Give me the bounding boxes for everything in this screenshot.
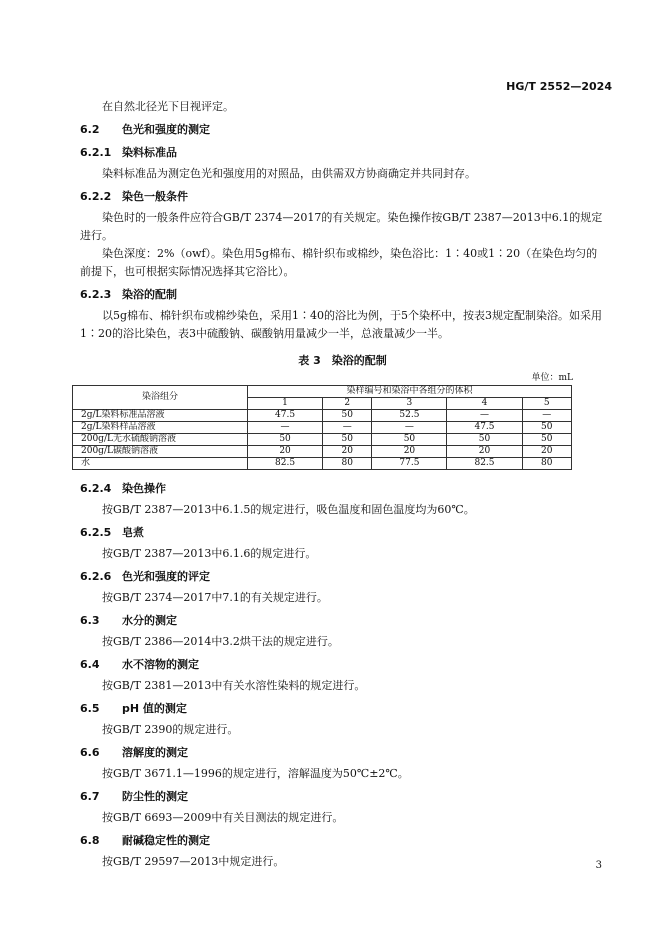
table-cell: — [447, 410, 522, 422]
heading-6-3 [80, 611, 605, 631]
table-cell: 82.5 [248, 458, 323, 470]
table-header-cell: 2 [323, 398, 372, 410]
heading-number: 6.8 [80, 834, 100, 847]
table-row [73, 422, 572, 434]
heading-number: 6.2.1 [80, 146, 112, 159]
heading-number: 6.2.6 [80, 570, 112, 583]
table-cell: — [323, 422, 372, 434]
table-row-label: 200g/L碳酸钠溶液 [73, 446, 248, 458]
table-title: 表 3 染浴的配制 [298, 354, 387, 367]
heading-6-2-4 [80, 479, 605, 499]
standard-code: HG/T 2552—2024 [506, 80, 612, 93]
heading-title: 水不溶物的测定 [122, 658, 199, 671]
table-cell: 52.5 [372, 410, 447, 422]
paragraph: 按GB/T 2381—2013中有关水溶性染料的规定进行。 [102, 679, 366, 692]
table-row-label: 2g/L染料标准品溶液 [73, 410, 248, 422]
table-cell: 82.5 [447, 458, 522, 470]
table-row [73, 446, 572, 458]
table-cell: 20 [323, 446, 372, 458]
heading-6-2-5 [80, 523, 605, 543]
table-unit: 单位：mL [531, 373, 573, 383]
heading-number: 6.2.4 [80, 482, 112, 495]
heading-title: 色光和强度的测定 [122, 123, 210, 136]
table-cell: — [248, 422, 323, 434]
document-body [80, 98, 605, 875]
heading-6-6 [80, 743, 605, 763]
heading-number: 6.4 [80, 658, 100, 671]
heading-6-2-3 [80, 285, 605, 305]
table-header-cell: 5 [522, 398, 571, 410]
paragraph: 按GB/T 3671.1—1996的规定进行，溶解温度为50℃±2℃。 [102, 767, 409, 780]
table-cell: 20 [447, 446, 522, 458]
paragraph: 按GB/T 6693—2009中有关目测法的规定进行。 [102, 811, 344, 824]
table-header-cell: 染样编号和染浴中各组分的体积 [248, 386, 572, 398]
table-cell: 20 [248, 446, 323, 458]
heading-6-2-2 [80, 187, 605, 207]
heading-6-4 [80, 655, 605, 675]
heading-number: 6.3 [80, 614, 100, 627]
table-header-cell: 1 [248, 398, 323, 410]
table-header-cell: 4 [447, 398, 522, 410]
table-row [73, 434, 572, 446]
heading-6-2-1 [80, 143, 605, 163]
table-row [73, 410, 572, 422]
heading-6-7 [80, 787, 605, 807]
heading-title: 染料标准品 [122, 146, 177, 159]
table-cell: 50 [522, 422, 571, 434]
table-row-label: 200g/L无水硫酸钠溶液 [73, 434, 248, 446]
table-cell: 47.5 [447, 422, 522, 434]
paragraph: 按GB/T 2390的规定进行。 [102, 723, 239, 736]
heading-title: 染色操作 [122, 482, 166, 495]
table-cell: 47.5 [248, 410, 323, 422]
table-row-label: 2g/L染料样品溶液 [73, 422, 248, 434]
table-cell: 80 [323, 458, 372, 470]
heading-title: 溶解度的测定 [122, 746, 188, 759]
table-cell: 80 [522, 458, 571, 470]
heading-number: 6.2 [80, 123, 100, 136]
paragraph: 按GB/T 2387—2013中6.1.6的规定进行。 [102, 547, 317, 560]
heading-title: 染浴的配制 [122, 288, 177, 301]
intro-line: 在自然北径光下目视评定。 [102, 100, 234, 113]
paragraph: 按GB/T 2386—2014中3.2烘干法的规定进行。 [102, 635, 339, 648]
bath-preparation-table [72, 385, 572, 470]
table-cell: — [372, 422, 447, 434]
paragraph: 按GB/T 2374—2017中7.1的有关规定进行。 [102, 591, 328, 604]
heading-title: 色光和强度的评定 [122, 570, 210, 583]
page-number: 3 [595, 860, 602, 871]
heading-6-2 [80, 120, 605, 140]
heading-6-8 [80, 831, 605, 851]
heading-title: 防尘性的测定 [122, 790, 188, 803]
table-header-cell: 3 [372, 398, 447, 410]
heading-number: 6.2.2 [80, 190, 112, 203]
table-cell: 20 [522, 446, 571, 458]
table-cell: 50 [447, 434, 522, 446]
paragraph: 按GB/T 29597—2013中规定进行。 [102, 855, 285, 868]
heading-number: 6.5 [80, 702, 100, 715]
heading-title: 染色一般条件 [122, 190, 188, 203]
table-cell: 77.5 [372, 458, 447, 470]
table-cell: 50 [248, 434, 323, 446]
table-header-cell: 染浴组分 [73, 386, 248, 410]
heading-number: 6.6 [80, 746, 100, 759]
paragraph: 染色深度：2%（owf）。染色用5g棉布、棉针织布或棉纱，染色浴比：1∶40或1∶20（在染色均匀的前提下，也可根据实际情况选择其它浴比）。 [80, 247, 598, 278]
table-cell: 50 [522, 434, 571, 446]
heading-number: 6.2.5 [80, 526, 112, 539]
heading-number: 6.2.3 [80, 288, 112, 301]
paragraph: 按GB/T 2387—2013中6.1.5的规定进行，吸色温度和固色温度均为60℃。 [102, 503, 475, 516]
table-header-row [73, 386, 572, 398]
table-row [73, 458, 572, 470]
table-cell: 50 [323, 434, 372, 446]
paragraph: 染料标准品为测定色光和强度用的对照品，由供需双方协商确定并共同封存。 [102, 167, 476, 180]
heading-title: pH 值的测定 [122, 702, 187, 715]
table-cell: 20 [372, 446, 447, 458]
heading-title: 水分的测定 [122, 614, 177, 627]
table-cell: — [522, 410, 571, 422]
heading-number: 6.7 [80, 790, 100, 803]
table-cell: 50 [372, 434, 447, 446]
table-cell: 50 [323, 410, 372, 422]
paragraph: 染色时的一般条件应符合GB/T 2374—2017的有关规定。染色操作按GB/T 2387—2013中6.1的规定进行。 [80, 211, 603, 242]
heading-6-5 [80, 699, 605, 719]
heading-title: 皂煮 [122, 526, 144, 539]
table-row-label: 水 [73, 458, 248, 470]
heading-title: 耐碱稳定性的测定 [122, 834, 210, 847]
paragraph: 以5g棉布、棉针织布或棉纱染色，采用1∶40的浴比为例，于5个染杯中，按表3规定配制染浴。如采用1∶20的浴比染色，表3中硫酸钠、碳酸钠用量减少一半，总液量减少一半。 [80, 309, 603, 340]
heading-6-2-6 [80, 567, 605, 587]
